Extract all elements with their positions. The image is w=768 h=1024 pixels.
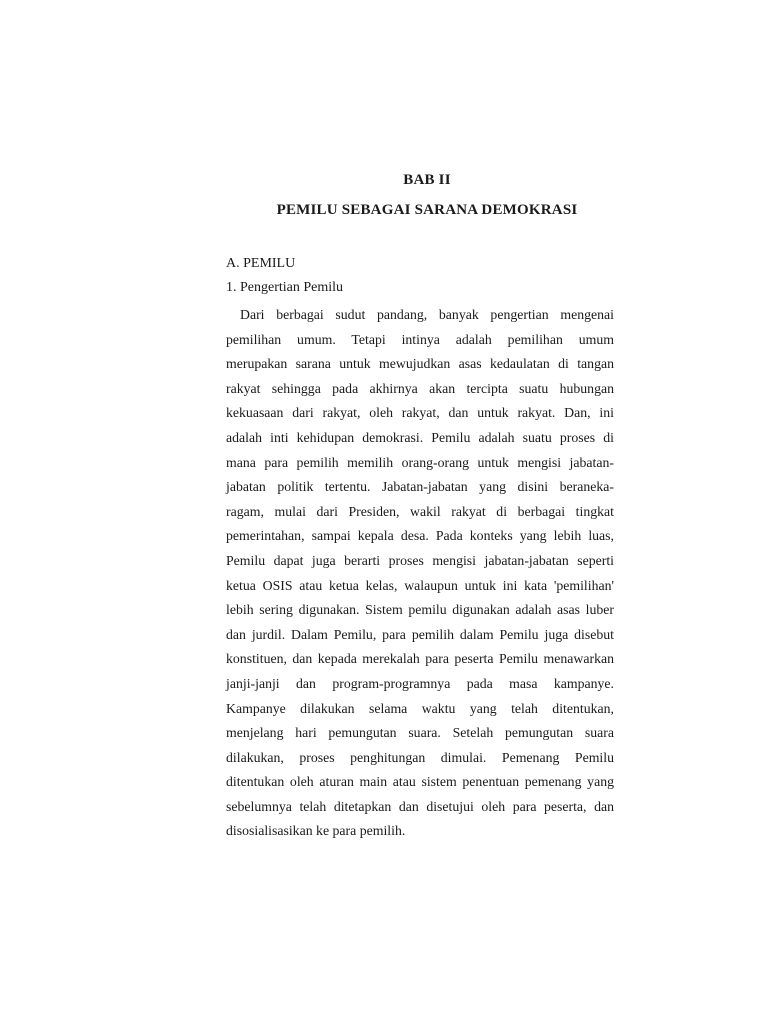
paragraph-line: rakyat sehingga pada akhirnya akan tercipta suatu hubungan (226, 380, 614, 396)
paragraph-line: janji-janji dan program-programnya pada masa kampanye. (226, 675, 614, 691)
section-heading: A. PEMILU (226, 256, 296, 271)
paragraph-line: lebih sering digunakan. Sistem pemilu digunakan adalah asas luber (226, 602, 614, 618)
paragraph-line: dan jurdil. Dalam Pemilu, para pemilih dalam Pemilu juga disebut (226, 626, 614, 642)
paragraph-line: pemerintahan, sampai kepala desa. Pada konteks yang lebih luas, (226, 528, 614, 544)
paragraph-line: ragam, mulai dari Presiden, wakil rakyat di berbagai tingkat (226, 503, 614, 519)
paragraph-line: konstituen, dan kepada merekalah para peserta Pemilu menawarkan (226, 651, 614, 667)
paragraph-line: mana para pemilih memilih orang-orang untuk mengisi jabatan- (226, 454, 614, 470)
chapter-title: PEMILU SEBAGAI SARANA DEMOKRASI (276, 202, 578, 218)
paragraph-line: ditentukan oleh aturan main atau sistem penentuan pemenang yang (226, 774, 614, 790)
paragraph-line: menjelang hari pemungutan suara. Setelah pemungutan suara (226, 725, 614, 741)
paragraph-line: Kampanye dilakukan selama waktu yang telah ditentukan, (226, 700, 614, 716)
paragraph (226, 303, 614, 844)
paragraph-line: pemilihan umum. Tetapi intinya adalah pemilihan umum (226, 331, 614, 347)
paragraph-line: adalah inti kehidupan demokrasi. Pemilu adalah suatu proses di (226, 429, 614, 445)
paragraph-line: kekuasaan dari rakyat, oleh rakyat, dan untuk rakyat. Dan, ini (226, 405, 614, 421)
paragraph-line: Dari berbagai sudut pandang, banyak pengertian mengenai (240, 307, 614, 322)
paragraph-line: disosialisasikan ke para pemilih. (226, 823, 406, 839)
paragraph-line: merupakan sarana untuk mewujudkan asas kedaulatan di tangan (226, 356, 614, 372)
paragraph-line: dilakukan, proses penghitungan dimulai. Pemenang Pemilu (226, 749, 614, 765)
subsection-heading: 1. Pengertian Pemilu (226, 280, 344, 295)
paragraph-line: sebelumnya telah ditetapkan dan disetujui oleh para peserta, dan (226, 798, 614, 814)
paragraph-line: ketua OSIS atau ketua kelas, walaupun untuk ini kata 'pemilihan' (226, 577, 614, 593)
paragraph-line: Pemilu dapat juga berarti proses mengisi jabatan-jabatan seperti (226, 552, 614, 568)
paragraph-line: jabatan politik tertentu. Jabatan-jabatan yang disini beraneka- (226, 479, 614, 495)
chapter-number: BAB II (403, 172, 451, 188)
